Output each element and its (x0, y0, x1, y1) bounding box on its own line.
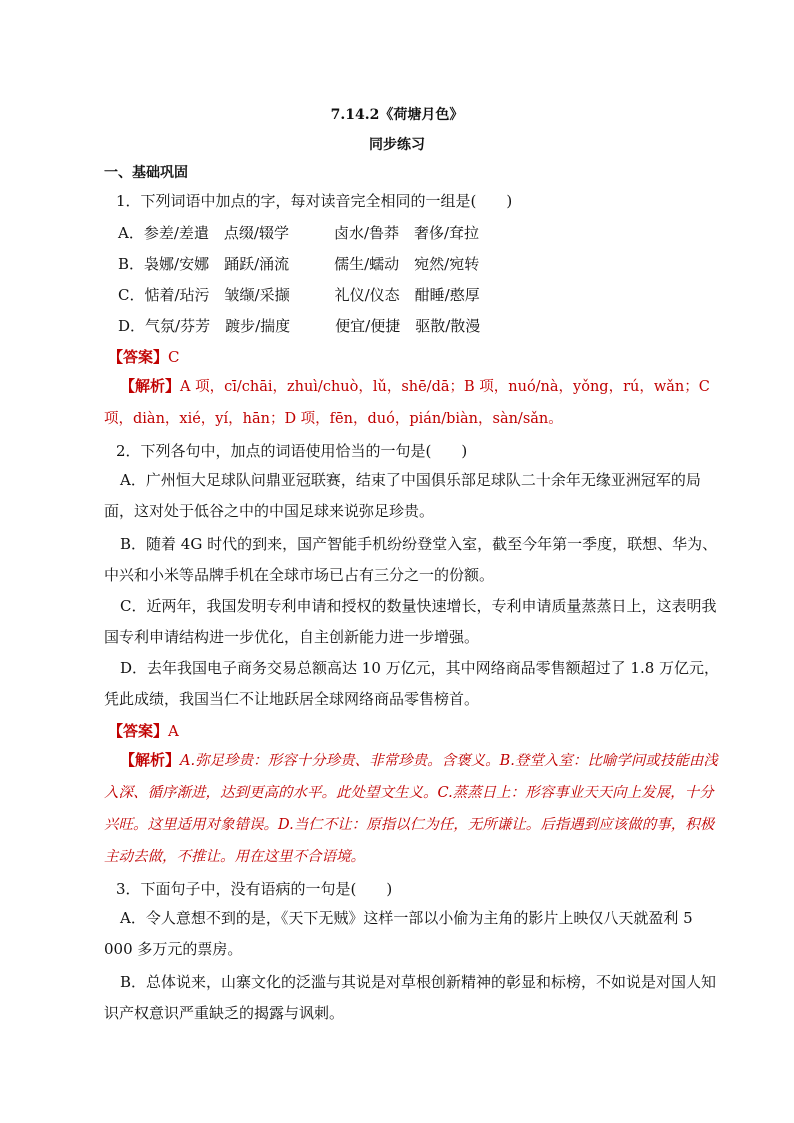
q2-option-c (104, 591, 724, 653)
answer-value: A (168, 722, 179, 740)
explain-text: A 项，cī/chāi，zhuì/chuò，lǔ，shē/dā；B 项，nuó/nà，yǒng，rú，wǎn；C 项，diàn，xié，yí，hān；D 项，fēn，duó，pián/biàn，sàn/sǎn。 (104, 379, 710, 427)
q1-option-b: B．袅娜/安娜 踊跃/涌流 儒生/蠕动 宛然/宛转 (118, 255, 480, 273)
q1-explanation (104, 371, 724, 435)
explain-tag: 【解析】 (120, 751, 181, 769)
section-heading: 一、基础巩固 (104, 165, 188, 181)
q3-stem: 3．下面句子中，没有语病的一句是( ) (116, 880, 393, 898)
q1-option-c: C．惦着/玷污 皱缬/采撷 礼仪/仪态 酣睡/憨厚 (118, 286, 480, 304)
q2-option-d (104, 653, 724, 715)
q3-option-b (104, 967, 724, 1029)
q2-option-a-text: A．广州恒大足球队问鼎亚冠联赛，结束了中国俱乐部足球队二十余年无缘亚洲冠军的局面，这对处于低谷之中的中国足球来说弥足珍贵。 (104, 471, 701, 520)
q2-option-a (104, 465, 724, 527)
explain-text: A.弥足珍贵：形容十分珍贵、非常珍贵。含褒义。B.登堂入室：比喻学问或技能由浅入深、循序渐进，达到更高的水平。此处望文生义。C.蒸蒸日上：形容事业天天向上发展，十分兴旺。这里适用对象错误。D.当仁不让：原指以仁为任，无所谦让。后指遇到应该做的事，积极主动去做，不推让。用在这里不合语境。 (104, 753, 718, 865)
q1-answer (108, 346, 180, 367)
q1-stem: 1．下列词语中加点的字，每对读音完全相同的一组是( ) (116, 192, 513, 210)
q2-stem: 2．下列各句中，加点的词语使用恰当的一句是( ) (116, 442, 468, 460)
page-subtitle: 同步练习 (369, 137, 425, 153)
q2-option-d-text: D．去年我国电子商务交易总额高达 10 万亿元，其中网络商品零售额超过了 1.8 万亿元，凭此成绩，我国当仁不让地跃居全球网络商品零售榜首。 (104, 659, 720, 708)
explain-tag: 【解析】 (120, 377, 181, 395)
q1-option-a: A．参差/差遣 点缀/辍学 卤水/鲁莽 奢侈/耷拉 (118, 224, 480, 242)
q3-option-b-text: B．总体说来，山寨文化的泛滥与其说是对草根创新精神的彰显和标榜，不如说是对国人知识产权意识严重缺乏的揭露与讽刺。 (104, 973, 717, 1022)
q1-option-d: D．气氛/芬芳 踱步/揣度 便宜/便捷 驱散/散漫 (118, 317, 481, 335)
answer-tag: 【答案】 (108, 722, 169, 740)
q2-option-b-text: B．随着 4G 时代的到来，国产智能手机纷纷登堂入室，截至今年第一季度，联想、华为、中兴和小米等品牌手机在全球市场已占有三分之一的份额。 (104, 535, 718, 584)
page-title: 7.14.2《荷塘月色》 (330, 107, 464, 123)
answer-value: C (168, 348, 180, 366)
q3-option-a-text: A．令人意想不到的是，《天下无贼》这样一部以小偷为主角的影片上映仅八天就盈利 5 000 多万元的票房。 (104, 909, 693, 958)
q3-option-a (104, 903, 724, 965)
answer-tag: 【答案】 (108, 348, 169, 366)
q2-option-b (104, 529, 724, 591)
q2-option-c-text: C．近两年，我国发明专利申请和授权的数量快速增长，专利申请质量蒸蒸日上，这表明我国专利申请结构进一步优化，自主创新能力进一步增强。 (104, 597, 717, 646)
q2-answer (108, 720, 179, 741)
q2-explanation (104, 745, 724, 873)
